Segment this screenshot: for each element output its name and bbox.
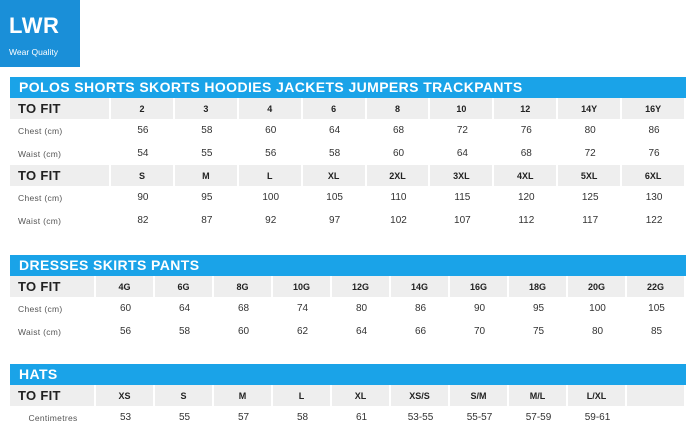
section-dresses-skirts (10, 255, 686, 343)
value-cell: 80 (355, 303, 368, 314)
value-cell: 56 (119, 326, 132, 337)
value-cell: 62 (296, 326, 309, 337)
size-cell: XS/S (391, 385, 450, 406)
row-label: Waist (cm) (18, 215, 62, 226)
size-table (10, 98, 686, 232)
value-cell: 59-61 (584, 412, 611, 423)
size-cell: 16Y (622, 98, 686, 119)
value-cell: 68 (237, 303, 250, 314)
row-label: Chest (cm) (18, 125, 63, 136)
value-cell: 97 (329, 215, 341, 226)
value-cell: 72 (456, 125, 468, 136)
value-cell: 68 (520, 148, 532, 159)
value-cell: 53-55 (407, 412, 434, 423)
size-cell: 12 (494, 98, 558, 119)
row-label: Waist (cm) (18, 326, 62, 337)
value-cell: 95 (532, 303, 545, 314)
value-cell: 53 (119, 412, 132, 423)
lwr-logo (0, 0, 80, 67)
row-label: Waist (cm) (18, 148, 62, 159)
value-cell: 112 (518, 215, 535, 226)
row-label: Chest (cm) (18, 192, 63, 203)
value-cell: 125 (581, 192, 599, 203)
value-cell: 72 (584, 148, 596, 159)
value-cell: 76 (520, 125, 532, 136)
value-cell: 68 (392, 125, 405, 136)
size-cell: 4G (96, 276, 155, 297)
size-cell: XL (303, 165, 367, 186)
row-label: Chest (cm) (18, 303, 63, 314)
value-cell: 58 (201, 125, 213, 136)
value-cell: 86 (648, 125, 660, 136)
value-cell: 64 (329, 125, 341, 136)
value-cell: 100 (589, 303, 606, 314)
value-cell: 60 (392, 148, 405, 159)
size-cell: 10G (273, 276, 332, 297)
value-cell: 117 (582, 215, 599, 226)
size-cell: L/XL (568, 385, 627, 406)
empty-cell (627, 406, 686, 429)
value-cell: 55-57 (466, 412, 493, 423)
size-table (10, 385, 686, 429)
size-cell: M (175, 165, 239, 186)
value-cell: 75 (532, 326, 545, 337)
section-hats (10, 364, 686, 429)
size-cell: XL (332, 385, 391, 406)
size-cell: L (239, 165, 303, 186)
value-cell: 57-59 (525, 412, 552, 423)
value-cell: 76 (648, 148, 660, 159)
size-cell: 8 (367, 98, 431, 119)
value-cell: 56 (265, 148, 277, 159)
size-cell: 3XL (430, 165, 494, 186)
value-cell: 54 (137, 148, 149, 159)
size-cell: 2 (111, 98, 175, 119)
logo-brand: LWR (9, 13, 60, 38)
logo-tagline: Wear Quality (9, 47, 58, 57)
value-cell: 58 (329, 148, 341, 159)
size-cell: S (111, 165, 175, 186)
size-cell: S/M (450, 385, 509, 406)
value-cell: 58 (296, 412, 309, 423)
size-table (10, 276, 686, 343)
section-polos-shorts (10, 77, 686, 232)
size-cell: 18G (509, 276, 568, 297)
value-cell: 105 (648, 303, 665, 314)
size-cell: 22G (627, 276, 686, 297)
value-cell: 90 (473, 303, 486, 314)
size-cell: 4XL (494, 165, 558, 186)
size-cell: 4 (239, 98, 303, 119)
section-banner: DRESSES SKIRTS PANTS (10, 255, 686, 276)
size-cell: 6 (303, 98, 367, 119)
value-cell: 64 (355, 326, 368, 337)
value-cell: 110 (390, 192, 407, 203)
value-cell: 64 (456, 148, 468, 159)
value-cell: 55 (201, 148, 213, 159)
size-cell: 10 (430, 98, 494, 119)
value-cell: 122 (645, 215, 663, 226)
section-banner: POLOS SHORTS SKORTS HOODIES JACKETS JUMPERS TRACKPANTS (10, 77, 686, 98)
value-cell: 90 (137, 192, 149, 203)
to-fit-label: TO FIT (10, 165, 111, 186)
size-cell: 14Y (558, 98, 622, 119)
size-cell: S (155, 385, 214, 406)
size-cell: M (214, 385, 273, 406)
value-cell: 64 (178, 303, 191, 314)
to-fit-label: TO FIT (10, 276, 96, 297)
size-cell: 8G (214, 276, 273, 297)
empty-cell (627, 385, 686, 406)
value-cell: 57 (237, 412, 250, 423)
value-cell: 70 (473, 326, 486, 337)
value-cell: 86 (414, 303, 427, 314)
value-cell: 92 (265, 215, 277, 226)
value-cell: 80 (591, 326, 604, 337)
value-cell: 102 (390, 215, 407, 226)
value-cell: 95 (201, 192, 213, 203)
value-cell: 74 (296, 303, 309, 314)
value-cell: 120 (517, 192, 535, 203)
section-banner: HATS (10, 364, 686, 385)
size-cell: 6XL (622, 165, 686, 186)
size-cell: L (273, 385, 332, 406)
size-cell: 6G (155, 276, 214, 297)
size-cell: 16G (450, 276, 509, 297)
value-cell: 115 (454, 192, 471, 203)
size-cell: XS (96, 385, 155, 406)
value-cell: 60 (119, 303, 132, 314)
size-cell: M/L (509, 385, 568, 406)
row-label: Centimetres (28, 412, 78, 423)
to-fit-label: TO FIT (10, 385, 96, 406)
size-cell: 12G (332, 276, 391, 297)
size-cell: 14G (391, 276, 450, 297)
size-cell: 2XL (367, 165, 431, 186)
value-cell: 80 (584, 125, 596, 136)
value-cell: 82 (137, 215, 149, 226)
value-cell: 105 (326, 192, 343, 203)
value-cell: 66 (414, 326, 427, 337)
to-fit-label: TO FIT (10, 98, 111, 119)
value-cell: 107 (454, 215, 471, 226)
value-cell: 100 (262, 192, 280, 203)
size-cell: 5XL (558, 165, 622, 186)
value-cell: 87 (201, 215, 213, 226)
value-cell: 60 (265, 125, 277, 136)
value-cell: 60 (237, 326, 250, 337)
size-cell: 20G (568, 276, 627, 297)
value-cell: 55 (178, 412, 191, 423)
value-cell: 130 (645, 192, 663, 203)
value-cell: 58 (178, 326, 191, 337)
size-cell: 3 (175, 98, 239, 119)
value-cell: 56 (137, 125, 149, 136)
value-cell: 85 (650, 326, 663, 337)
value-cell: 61 (355, 412, 368, 423)
